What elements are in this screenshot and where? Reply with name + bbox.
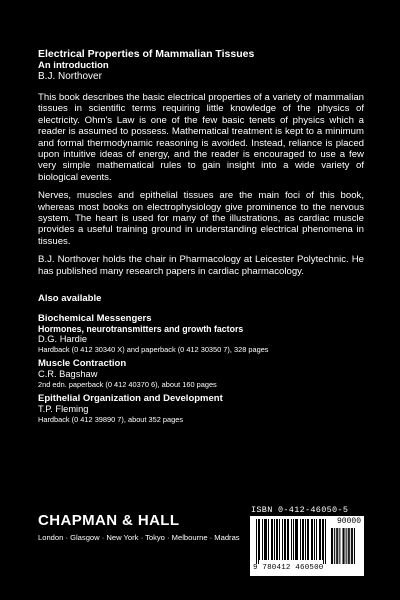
publisher-name: CHAPMAN & HALL — [38, 512, 180, 529]
related-book — [38, 358, 364, 389]
related-book-subtitle: Hormones, neurotransmitters and growth factors — [38, 324, 244, 335]
book-title: Electrical Properties of Mammalian Tissues — [38, 48, 255, 60]
description-paragraph: This book describes the basic electrical properties of a variety of mammalian tissues in scientific terms requiring little knowledge of the physics of electricity. Ohm's Law is one of the few basic tenets of physics which a reader is assumed to possess. Mathematical treatment is kept to a minimum and formal thermodynamic reasoning is avoided. Instead, reliance is placed upon intuitive ideas of energy, and the reader is encouraged to use a few very simple mathematical rules to gain insight into a wide variety of biological events. — [38, 92, 364, 183]
related-book — [38, 313, 364, 354]
publisher-block — [38, 512, 248, 543]
related-book — [38, 393, 364, 424]
back-cover-text — [38, 48, 364, 428]
publisher-cities: London · Glasgow · New York · Tokyo · Melbourne · Madras — [38, 533, 240, 542]
isbn-label: ISBN 0-412-46050-5 — [251, 505, 349, 515]
barcode — [250, 516, 364, 576]
barcode-addon-digits: 90000 — [336, 517, 361, 526]
also-available-heading: Also available — [38, 293, 102, 305]
related-book-details: 2nd edn. paperback (0 412 40370 6), about 160 pages — [38, 380, 217, 390]
related-book-author: D.G. Hardie — [38, 334, 88, 345]
related-book-details: Hardback (0 412 39890 7), about 352 pages — [38, 415, 184, 425]
related-book-details: Hardback (0 412 30340 X) and paperback (0 412 30350 7), 328 pages — [38, 345, 269, 355]
related-book-title: Muscle Contraction — [38, 358, 127, 370]
description-paragraph: Nerves, muscles and epithelial tissues are the main foci of this book, whereas most books on electrophysiology give prominence to the nervous system. The heart is used for many of the illustrations, as cardiac muscle provides a useful training ground in understanding electrical phenomena in tissues. — [38, 190, 364, 247]
related-book-author: C.R. Bagshaw — [38, 369, 98, 380]
book-author: B.J. Northover — [38, 71, 102, 82]
related-book-author: T.P. Fleming — [38, 404, 89, 415]
related-book-title: Biochemical Messengers — [38, 313, 152, 325]
book-subtitle: An introduction — [38, 60, 109, 71]
barcode-ean-digits: 9 780412 460500 — [253, 564, 324, 572]
related-book-title: Epithelial Organization and Development — [38, 393, 223, 405]
description-paragraph: B.J. Northover holds the chair in Pharmacology at Leicester Polytechnic. He has published many research papers in cardiac pharmacology. — [38, 254, 364, 277]
